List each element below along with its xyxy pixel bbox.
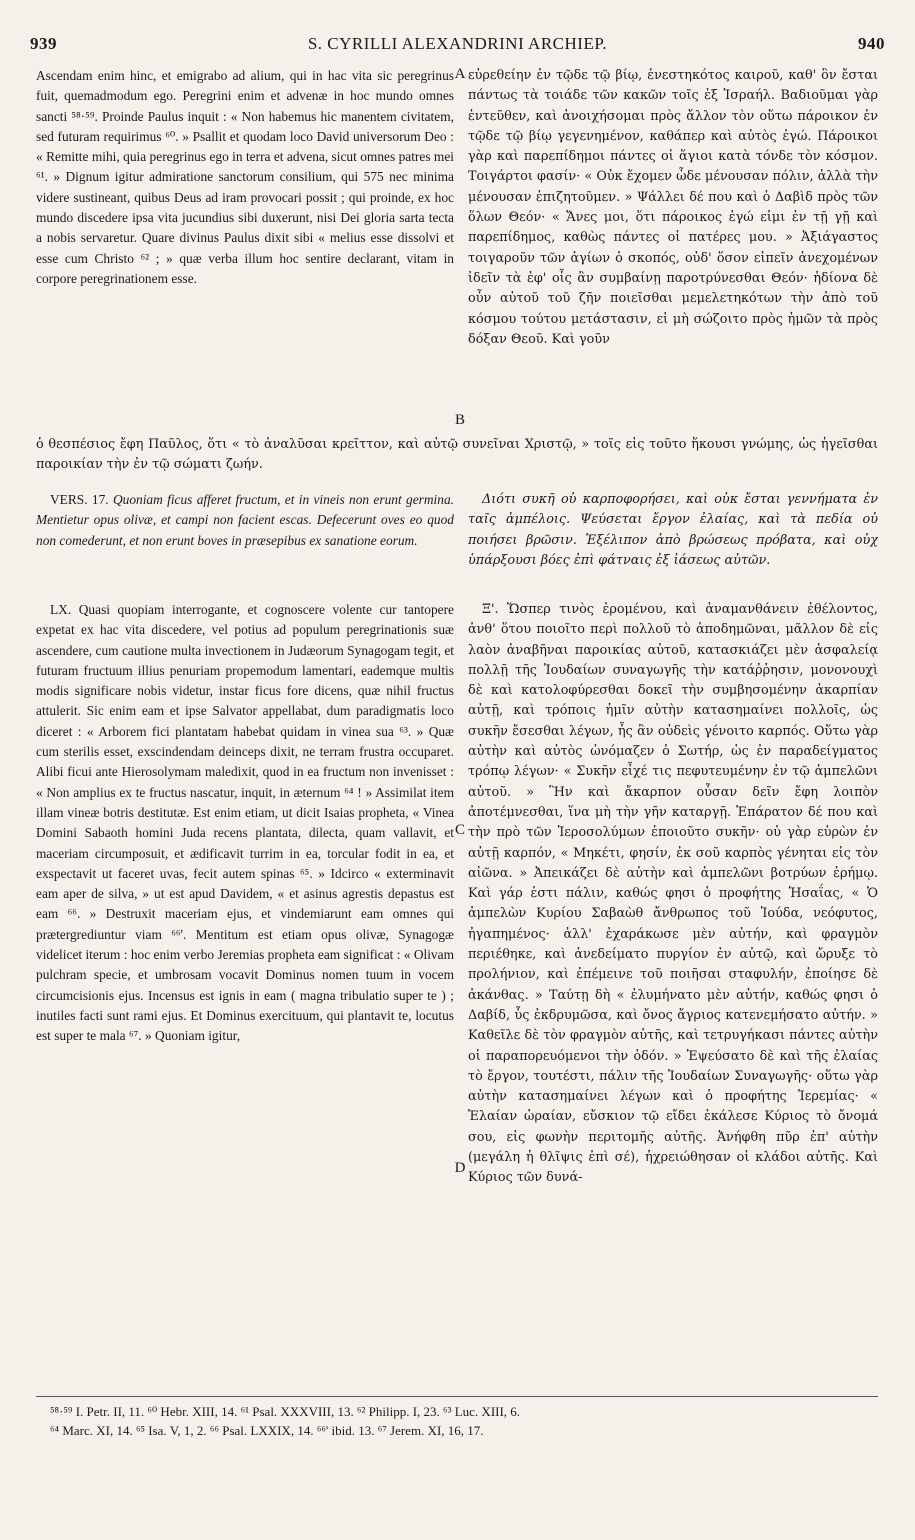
latin-column-bottom bbox=[36, 600, 454, 1380]
greek-bridge-line: ὁ θεσπέσιος ἔφη Παῦλος, ὅτι « τὸ ἀναλῦσαι κρεῖττον, καὶ αὐτῷ συνεῖναι Χριστῷ, » τοῖς εἰς τοῦτο ἥκουσι γνώμης, ὡς ἡγεῖσθαι παροικίαν τὴν ἐν τῷ σώματι ζωήν. bbox=[36, 437, 878, 473]
latin-column-top bbox=[36, 66, 454, 434]
margin-letter-a: A bbox=[454, 66, 466, 82]
footnotes bbox=[50, 1402, 878, 1440]
running-title: S. CYRILLI ALEXANDRINI ARCHIEP. bbox=[307, 34, 608, 53]
greek-verse bbox=[468, 490, 878, 592]
greek-section-text: Ὥσπερ τινὸς ἐρομένου, καὶ ἀναμανθάνειν ἐθέλοντος, ἀνθ' ὅτου ποιοῖτο περὶ πολλοῦ τὸ ἀποδημῶναι, μᾶλλον δὲ εἰς λαὸν ἀναβῆναι παροικίας αὐτοῦ, κατασκιάζει μὲν ἀσφαλείᾳ πολλῇ τῆς Ἰουδαίων συναγωγῆς τὴν κατάῤῥησιν, μονονουχὶ δὲ καὶ κατολοφύρεσθαι δοκεῖ τὴν συμβησομένην ἀκαρπίαν αὐτῇ, καὶ τρόποις ἡμῖν αὐτὴν κατασημαίνει πολλοῖς, ὡς συκῆν ἔσεσθαι λέγων, ἧς ἂν οὐδεὶς γένοιτο καρπός. Οὕτω γὰρ αὐτὴν καὶ αὐτὸς ὠνόμαζεν ὁ Σωτήρ, ὡς ἐν παραδείγματος τρόπῳ λέγων· « Συκῆν εἶχέ τις πεφυτευμένην ἐν τῷ ἀμπελῶνι αὐτοῦ. » Ἣν καὶ ἄκαρπον οὖσαν δεῖν ἔφη λοιπὸν ἀποτέμνεσθαι, ἵνα μὴ τὴν γῆν καταργῇ. Ἐπάρατον δέ που καὶ τὴν πρὸ τῶν Ἱεροσολύμων ἐποιοῦτο συκῆν· οὐ γὰρ εὑρὼν ἐν αὐτῇ καρπόν, « Μηκέτι, φησίν, ἐκ σοῦ καρπὸς γένηται εἰς τὸν αἰῶνα. » Ἀπεικάζει δὲ αὐτὴν καὶ ἀμπελῶνι βοτρύων ἐρήμῳ. Καὶ γάρ ἐστι πάλιν, καθώς φησι ὁ προφήτης Ἡσαΐας, « Ὁ ἀμπελὼν Κυρίου Σαβαὼθ ἄνθρωπος τοῦ Ἰούδα, νεόφυτος, ἠγαπημένος· ἀλλ' ἐχαράκωσε μὲν αὐτήν, καὶ φραγμὸν περιέθηκε, καὶ ἀνεδείματο πυργίον ἐν αὐτῷ, καὶ ὤρυξε τὸ προλήνιον, καὶ ἐπέμεινε τοῦ ποιῆσαι σταφυλήν, ἐποίησε δὲ ἀκάνθας. » Ταύτῃ δὴ « ἐλυμήνατο μὲν αὐτήν, καθώς φησι ὁ Δαβίδ, ὗς ἐκδρυμῶσα, καὶ ὄνος ἄγριος κατενεμήσατο αὐτήν. » Καθεῖλε δὲ τὸν φραγμὸν αὐτῆς, καὶ τετρυγήκασι πάντες αὐτὴν οἱ παραπορευόμενοι τὴν ὁδόν. » Ἐψεύσατο δὲ καὶ τῆς ἐλαίας τὸ ἔργον, τουτέστι, πάλιν τῆς Ἰουδαίων Συναγωγῆς· οὕτω γὰρ αὐτὴν κατασημαίνει λέγων καὶ ὁ προφήτης Ἱερεμίας· « Ἐλαίαν ὡραίαν, εὔσκιον τῷ εἴδει ἐκάλεσε Κύριος τὸ ὄνομά σου, εἰς φωνὴν περιτομῆς αὐτῆς. Ἀνήφθη πῦρ ἐπ' αὐτὴν (μεγάλη ἡ θλῖψις ἐπὶ σέ), ἠχρειώθησαν οἱ κλάδοι αὐτῆς. Καὶ Κύριος τῶν δυνά- bbox=[468, 602, 878, 1186]
verse-label: VERS. 17. bbox=[50, 492, 109, 507]
right-page-number: 940 bbox=[858, 34, 885, 53]
footnote-line: ⁶⁴ Marc. XI, 14. ⁶⁵ Isa. V, 1, 2. ⁶⁶ Psal. LXXIX, 14. ⁶⁶' ibid. 13. ⁶⁷ Jerem. XI, 16, 17. bbox=[50, 1423, 484, 1438]
footnote-line: ⁵⁸·⁵⁹ I. Petr. II, 11. ⁶⁰ Hebr. XIII, 14. ⁶¹ Psal. XXXVIII, 13. ⁶² Philipp. I, 23. ⁶³ Luc. XIII, 6. bbox=[50, 1404, 521, 1419]
latin-section-text: Quasi quopiam interrogante, et cognoscere volente cur tantopere expetat ex hac vita discedere, vel potius ad populum peregrinationis suæ ascendere, cum cautione multa invectionem in Judæorum Synagogam tegit, et futuram fructuum illius penuriam propemodum lamentari, eademque multis modis significare nobis videtur, instar ficus fore dicens, quæ nihil fructus attulerit. Sic enim eam et ipse Salvator appellabat, dum paradigmatis loco diceret : « Arborem fici plantatam habebat quidam in vinea sua ⁶³. » Quæ cum sterilis esset, exscindendam deinceps dixit, ne terram frustra occuparet. Alibi ficui ante Hierosolymam maledixit, quod in ea fructum non invenisset : « Non amplius ex te fructus nascatur, inquit, in æternum ⁶⁴ ! » Assimilat item illam vineæ botris destitutæ. Est enim etiam, ut dicit Isaias propheta, « Vinea Domini Sabaoth homini Juda recens plantata, dilecta, quam vallavit, et maceriam circumposuit, et ædificavit turrim in ea, torcular fodit in ea, et exspectavit ut faceret uvas, fecit autem spinas ⁶⁵. » Idcirco « exterminavit eam aper de silva, » ut est apud Davidem, « et asinus agrestis depastus est eam ⁶⁶. » Destruxit maceriam ejus, et vindemiarunt eam omnes qui prætergrediuntur viam ⁶⁶'. Mentitum est etiam opus olivæ, Synagogæ videlicet iterum : hoc enim verbo Jeremias propheta eam significat : « Olivam pulchram specie, et umbrosam vocavit Dominus nomen tuum in vocem circumcisionis ejus. Incensus est ignis in eam ( magna tribulatio super te ) ; inutiles facti sunt rami ejus. Et Dominus exercituum, qui plantavit te, locutus est super te mala ⁶⁷. » Quoniam igitur, bbox=[36, 602, 454, 1044]
greek-section-label: Ξ'. bbox=[482, 602, 499, 617]
left-page-number: 939 bbox=[30, 34, 57, 53]
greek-column-bottom bbox=[468, 600, 878, 1380]
margin-letter-c: C bbox=[454, 822, 465, 838]
greek-verse-text: Διότι συκῆ οὐ καρποφορήσει, καὶ οὐκ ἔσται γεννήματα ἐν ταῖς ἀμπέλοις. Ψεύσεται ἔργον ἐλαίας, καὶ τὰ πεδία οὐ ποιήσει βρῶσιν. Ἐξέλιπον ἀπὸ βρώσεως πρόβατα, καὶ οὐχ ὑπάρξουσι βόες ἐπὶ φάτναις ἐξ ἰάσεως αὐτῶν. bbox=[468, 492, 878, 568]
greek-paragraph: εὐρεθείην ἐν τῷδε τῷ βίῳ, ἐνεστηκότος καιροῦ, καθ' ὃν ἔσται πάντως τὰ τοιάδε τῶν κακῶν τοῖς ἐξ Ἰσραήλ. Βαδιοῦμαι γὰρ ἐντεῦθεν, καὶ ἀνοιχήσομαι πρὸς ἄλλον τὸν οὕτω πάροικον ἐν τῷδε τῷ βίῳ γεγενημένον, καθάπερ καὶ αὐτὸς ἐγώ. Πάροικοι γὰρ καὶ παρεπίδημοι πάντες οἱ ἅγιοι κατὰ τόνδε τὸν κόσμον. Τοιγάρτοι φασίν· « Οὐκ ἔχομεν ὧδε μένουσαν πόλιν, ἀλλὰ τὴν μένουσαν ἐπιζητοῦμεν. » Ψάλλει δέ που καὶ ὁ Δαβὶδ πρὸς τῶν ὅλων Θεόν· « Ἄνες μοι, ὅτι πάροικος ἐγώ εἰμι ἐν τῇ γῇ καὶ παρεπίδημος, καθὼς πάντες οἱ πατέρες μου. » Ἀξιάγαστος τοιγαροῦν τῶν ἁγίων ὁ σκοπός, οὐδ' ὅσον εἰπεῖν ἀνεχομένων ἰδεῖν τὰ ἐφ' οἷς ἂν συμβαίνῃ παροτρύνεσθαι Θεόν· ἡδίονα δὲ οὖν αὐτοῦ τοῦ ζῆν ποιεῖσθαι μεμελετηκότων τὴν ἀπὸ τοῦ κόσμου τούτου μετάστασιν, εἰ μὴ σώζοιτο πρὸς ἡμῶν τὰ πρὸς δόξαν Θεοῦ. Καὶ γοῦν bbox=[468, 68, 878, 347]
margin-letter-d: D bbox=[454, 1160, 466, 1176]
latin-verse bbox=[36, 490, 454, 592]
greek-column-top bbox=[468, 66, 878, 434]
page-header bbox=[30, 34, 885, 60]
latin-verse-text: Quoniam ficus afferet fructum, et in vineis non erunt germina. Mentietur opus olivæ, et campi non facient escas. Defecerunt oves eo quod non comederunt, et non erunt boves in præsepibus ex sanatione eorum. bbox=[36, 492, 454, 548]
footnote-rule bbox=[36, 1396, 878, 1397]
latin-paragraph: Ascendam enim hinc, et emigrabo ad alium, qui in hac vita sic peregrinus fuit, quemadmodum ego. Peregrini enim et advenæ in hoc mundo omnes sancti ⁵⁸·⁵⁹. Proinde Paulus inquit : « Non habemus hic manentem civitatem, sed futuram requirimus ⁶⁰. » Psallit et quodam loco David universorum Deo : « Remitte mihi, quia peregrinus ego in terra et advena, sicut omnes patres mei ⁶¹. » Dignum igitur admiratione sanctorum consilium, qui 575 nec minima videre sustineant, quibus Deus ad iram provocari possit ; qui proinde, ex hoc mundo discedere ipsa vita jucundius sibi duxerunt, nisi Dei gloria sarta tecta a nobis servaretur. Quare divinus Paulus dixit sibi « melius esse dissolvi et esse cum Christo ⁶² ; » quæ verba illum hoc sentire declarant, vitam in corpore peregrinationem esse. bbox=[36, 68, 454, 286]
latin-section-label: LX. bbox=[50, 602, 72, 617]
margin-letter-b: B bbox=[454, 412, 465, 428]
